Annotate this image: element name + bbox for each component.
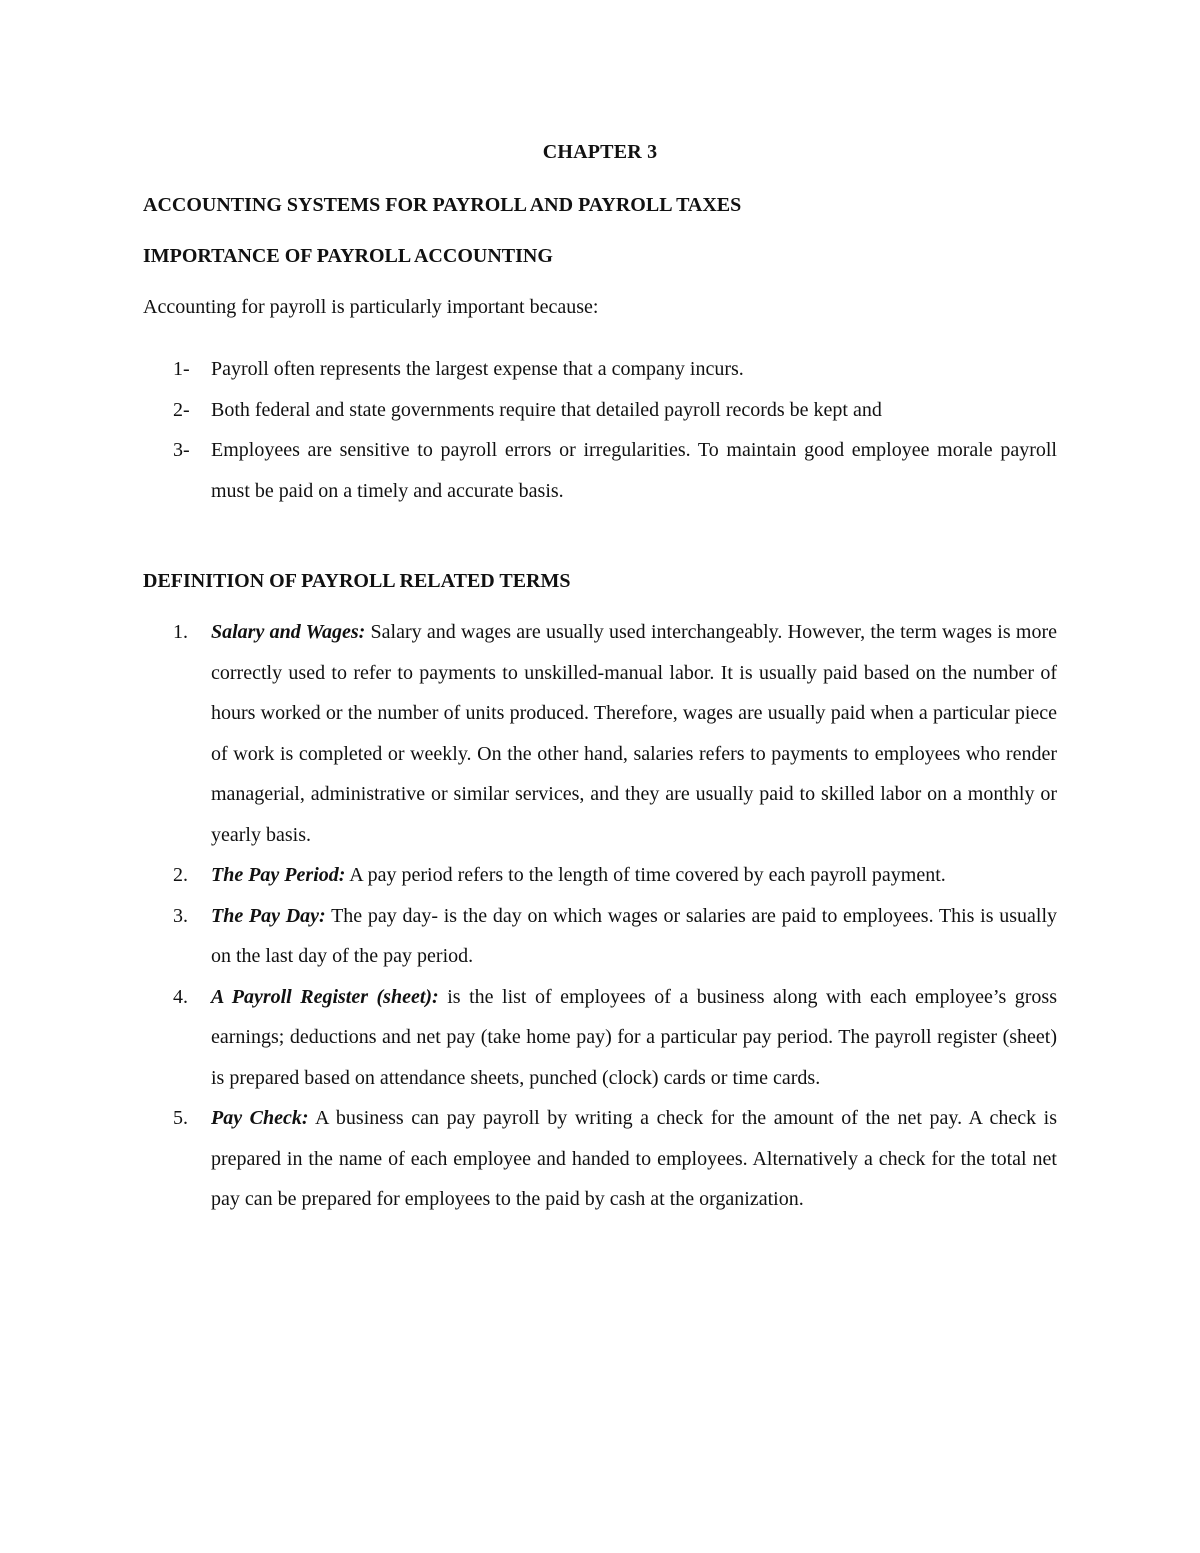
definition-term: The Pay Day: <box>211 904 326 927</box>
list-marker: 3. <box>173 904 188 927</box>
list-marker: 5. <box>173 1107 188 1129</box>
definition-text: The pay day- is the day on which wages or salaries are paid to employees. This is usually on the last day of the pay period. <box>211 904 1057 967</box>
list-marker: 4. <box>173 985 188 1008</box>
definition-text: is the list of employees of a business along with each employee’s gross earnings; deductions and net pay (take home pay) for a particular pay period. The payroll register (sheet) is prepared based on attendance sheets, punched (clock) cards or time cards. <box>211 985 1058 1089</box>
list-marker: 2. <box>173 864 188 886</box>
definition-term: The Pay Period: <box>211 864 346 886</box>
list-marker: 1- <box>173 358 190 380</box>
main-heading: ACCOUNTING SYSTEMS FOR PAYROLL AND PAYROLL TAXES <box>143 194 742 216</box>
definition-item <box>143 612 1057 855</box>
definition-text: A pay period refers to the length of time covered by each payroll payment. <box>345 864 946 886</box>
list-item <box>143 390 1057 431</box>
importance-list <box>143 349 1057 511</box>
list-item-text: Payroll often represents the largest expense that a company incurs. <box>211 358 744 380</box>
list-item <box>143 430 1057 511</box>
definitions-list <box>143 612 1057 1220</box>
definition-term: Pay Check: <box>211 1107 309 1129</box>
definition-term: A Payroll Register (sheet): <box>211 985 439 1008</box>
list-item-text: Both federal and state governments require that detailed payroll records be kept and <box>211 398 882 421</box>
definition-item <box>143 1098 1057 1220</box>
list-marker: 2- <box>173 398 190 421</box>
definition-text: Salary and wages are usually used interchangeably. However, the term wages is more correctly used to refer to payments to unskilled-manual labor. It is usually paid based on the number of hours worked or the number of units produced. Therefore, wages are usually paid when a particular piece of work is completed or weekly. On the other hand, salaries refers to payments to employees who render managerial, administrative or similar services, and they are usually paid to skilled labor on a monthly or yearly basis. <box>211 621 1057 846</box>
definition-item <box>143 977 1057 1099</box>
list-marker: 3- <box>173 439 190 461</box>
list-marker: 1. <box>173 621 188 643</box>
list-item-text: Employees are sensitive to payroll errors or irregularities. To maintain good employee morale payroll must be paid on a timely and accurate basis. <box>211 439 1057 502</box>
chapter-title: CHAPTER 3 <box>542 141 658 163</box>
definition-item <box>143 896 1057 977</box>
definition-term: Salary and Wages: <box>211 621 366 643</box>
importance-intro: Accounting for payroll is particularly important because: <box>143 296 599 318</box>
list-item <box>143 349 1057 390</box>
definitions-heading: DEFINITION OF PAYROLL RELATED TERMS <box>143 570 571 592</box>
definition-text: A business can pay payroll by writing a check for the amount of the net pay. A check is prepared in the name of each employee and handed to employees. Alternatively a check for the total net pay can be prepared for employees to the paid by cash at the organization. <box>211 1107 1057 1210</box>
importance-heading: IMPORTANCE OF PAYROLL ACCOUNTING <box>143 245 553 267</box>
definition-item <box>143 855 1057 896</box>
